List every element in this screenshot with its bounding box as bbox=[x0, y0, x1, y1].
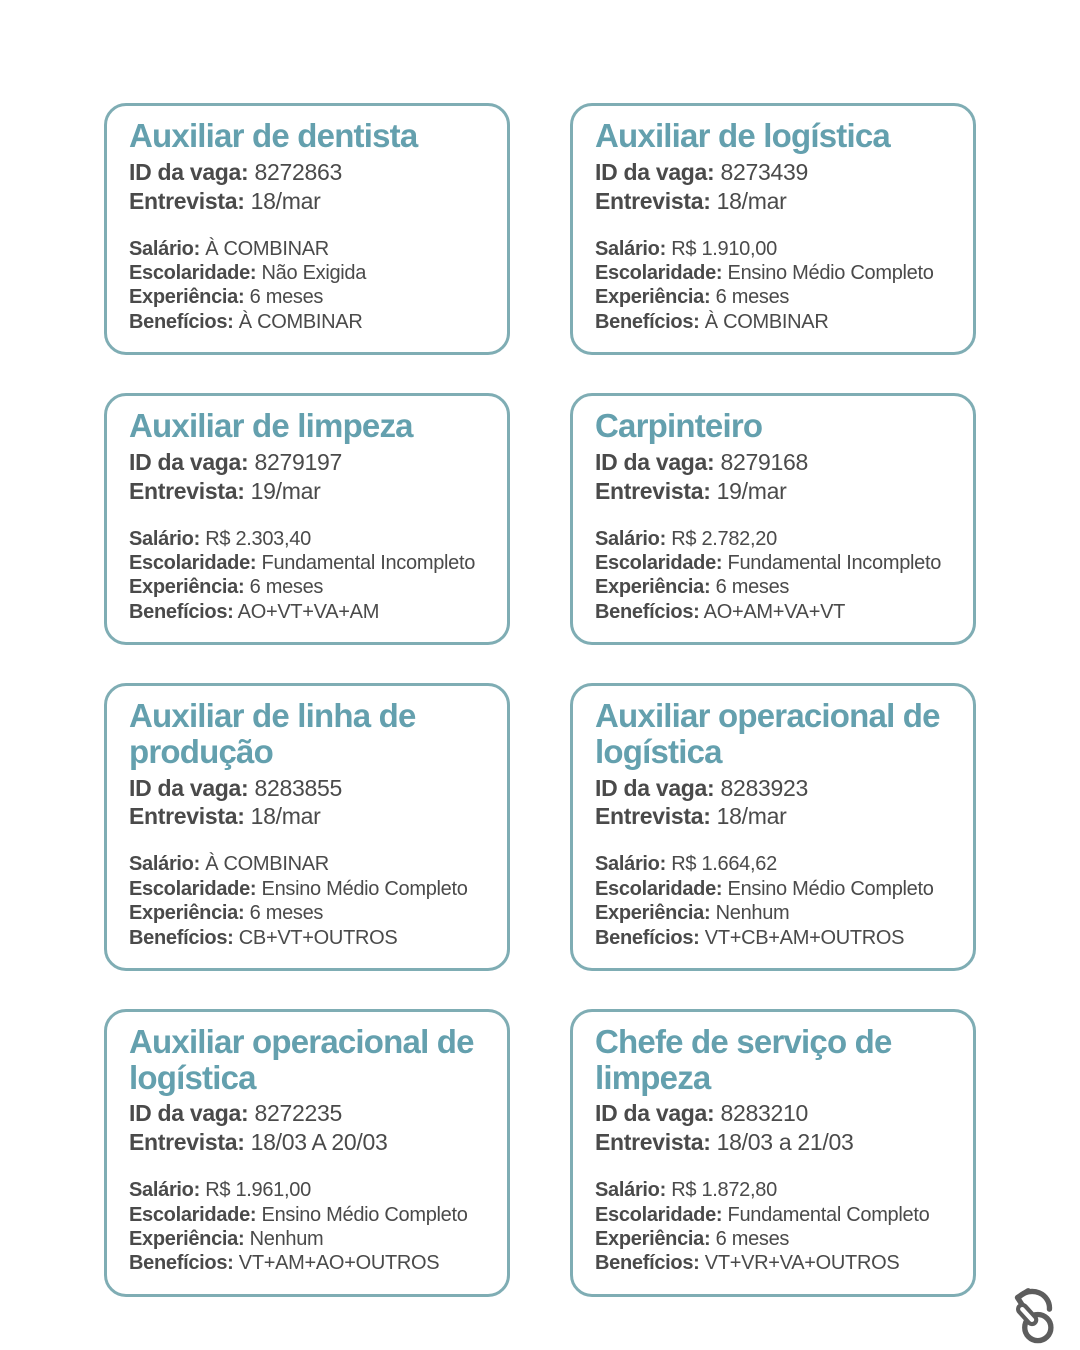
job-id-label: ID da vaga: bbox=[129, 774, 249, 801]
job-title: Auxiliar operacional de logística bbox=[129, 1023, 474, 1096]
job-benefits-line bbox=[595, 926, 953, 950]
swipe-rotate-icon bbox=[1001, 1283, 1063, 1345]
job-interview-line bbox=[595, 477, 953, 506]
job-benefits-label: Benefícios: bbox=[595, 600, 700, 623]
job-id-label: ID da vaga: bbox=[595, 158, 715, 185]
job-id-value: 8272235 bbox=[254, 1100, 342, 1127]
job-id-label: ID da vaga: bbox=[129, 448, 249, 475]
job-salary-value: R$ 1.664,62 bbox=[671, 853, 777, 876]
job-education-value: Ensino Médio Completo bbox=[727, 261, 934, 284]
job-salary-value: R$ 1.961,00 bbox=[205, 1179, 311, 1202]
job-benefits-label: Benefícios: bbox=[595, 1252, 700, 1275]
job-benefits-label: Benefícios: bbox=[595, 926, 700, 949]
job-salary-label: Salário: bbox=[595, 1179, 666, 1202]
job-benefits-line bbox=[595, 600, 953, 624]
spacer bbox=[129, 216, 487, 237]
job-id-value: 8279168 bbox=[720, 448, 808, 475]
job-card bbox=[570, 683, 976, 971]
job-interview-value: 18/mar bbox=[250, 803, 321, 830]
job-education-label: Escolaridade: bbox=[129, 552, 257, 575]
job-salary-label: Salário: bbox=[129, 1179, 200, 1202]
job-experience-label: Experiência: bbox=[129, 902, 245, 925]
job-experience-label: Experiência: bbox=[129, 1227, 245, 1250]
job-education-value: Ensino Médio Completo bbox=[727, 877, 934, 900]
job-id-line bbox=[129, 158, 487, 187]
job-education-label: Escolaridade: bbox=[595, 1203, 723, 1226]
job-card bbox=[104, 103, 510, 355]
job-id-value: 8272863 bbox=[254, 158, 342, 185]
job-card bbox=[570, 1009, 976, 1297]
job-id-line bbox=[595, 1099, 953, 1128]
job-interview-line bbox=[129, 1128, 487, 1157]
job-benefits-label: Benefícios: bbox=[595, 310, 700, 333]
job-salary-label: Salário: bbox=[595, 853, 666, 876]
job-experience-value: 6 meses bbox=[249, 902, 324, 925]
job-education-line bbox=[129, 1203, 487, 1227]
job-id-label: ID da vaga: bbox=[129, 158, 249, 185]
job-interview-label: Entrevista: bbox=[595, 477, 711, 504]
job-salary-label: Salário: bbox=[129, 853, 200, 876]
job-experience-line bbox=[595, 901, 953, 925]
job-title: Carpinteiro bbox=[595, 407, 763, 445]
job-salary-line bbox=[595, 1178, 953, 1202]
job-education-label: Escolaridade: bbox=[129, 1203, 257, 1226]
job-interview-label: Entrevista: bbox=[129, 1129, 245, 1156]
job-education-label: Escolaridade: bbox=[595, 261, 723, 284]
job-education-label: Escolaridade: bbox=[129, 877, 257, 900]
job-education-value: Fundamental Incompleto bbox=[261, 552, 476, 575]
job-benefits-value: VT+CB+AM+OUTROS bbox=[704, 926, 905, 949]
job-salary-value: R$ 2.303,40 bbox=[205, 527, 311, 550]
job-salary-line bbox=[129, 527, 487, 551]
job-benefits-label: Benefícios: bbox=[129, 926, 234, 949]
job-education-value: Ensino Médio Completo bbox=[261, 1203, 468, 1226]
job-interview-value: 19/mar bbox=[716, 477, 787, 504]
job-interview-value: 18/mar bbox=[716, 187, 787, 214]
job-experience-line bbox=[595, 285, 953, 309]
job-experience-value: Nenhum bbox=[249, 1227, 324, 1250]
job-experience-label: Experiência: bbox=[595, 286, 711, 309]
job-education-value: Não Exigida bbox=[261, 261, 367, 284]
job-salary-value: À COMBINAR bbox=[205, 853, 329, 876]
job-benefits-line bbox=[129, 1251, 487, 1275]
job-education-value: Ensino Médio Completo bbox=[261, 877, 468, 900]
job-id-line bbox=[595, 448, 953, 477]
spacer bbox=[595, 1157, 953, 1178]
job-salary-line bbox=[129, 237, 487, 261]
job-card bbox=[104, 393, 510, 645]
job-id-line bbox=[595, 158, 953, 187]
job-experience-line bbox=[129, 575, 487, 599]
job-education-value: Fundamental Completo bbox=[727, 1203, 930, 1226]
job-salary-value: R$ 1.872,80 bbox=[671, 1179, 777, 1202]
spacer bbox=[129, 831, 487, 852]
job-benefits-value: AO+VT+VA+AM bbox=[237, 600, 380, 623]
job-benefits-value: À COMBINAR bbox=[704, 310, 829, 333]
spacer bbox=[129, 1157, 487, 1178]
spacer bbox=[129, 506, 487, 527]
job-id-label: ID da vaga: bbox=[129, 1100, 249, 1127]
job-experience-value: 6 meses bbox=[715, 286, 790, 309]
job-benefits-line bbox=[129, 600, 487, 624]
job-experience-label: Experiência: bbox=[595, 1227, 711, 1250]
job-id-label: ID da vaga: bbox=[595, 1100, 715, 1127]
job-education-label: Escolaridade: bbox=[595, 877, 723, 900]
job-experience-line bbox=[595, 575, 953, 599]
spacer bbox=[595, 216, 953, 237]
job-salary-line bbox=[595, 852, 953, 876]
job-interview-label: Entrevista: bbox=[595, 187, 711, 214]
job-benefits-value: AO+AM+VA+VT bbox=[703, 600, 846, 623]
job-interview-label: Entrevista: bbox=[129, 803, 245, 830]
job-education-line bbox=[595, 551, 953, 575]
job-interview-line bbox=[595, 802, 953, 831]
job-interview-label: Entrevista: bbox=[129, 477, 245, 504]
job-benefits-label: Benefícios: bbox=[129, 1252, 234, 1275]
job-interview-value: 18/mar bbox=[250, 187, 321, 214]
job-interview-line bbox=[129, 187, 487, 216]
job-id-line bbox=[129, 774, 487, 803]
job-card bbox=[570, 103, 976, 355]
job-experience-value: 6 meses bbox=[249, 286, 324, 309]
job-experience-line bbox=[129, 1227, 487, 1251]
job-interview-label: Entrevista: bbox=[595, 1129, 711, 1156]
job-experience-value: 6 meses bbox=[715, 576, 790, 599]
job-salary-value: À COMBINAR bbox=[205, 237, 329, 260]
job-benefits-label: Benefícios: bbox=[129, 310, 234, 333]
job-benefits-line bbox=[595, 310, 953, 334]
job-experience-line bbox=[129, 901, 487, 925]
job-education-line bbox=[595, 261, 953, 285]
job-card bbox=[570, 393, 976, 645]
job-interview-line bbox=[595, 1128, 953, 1157]
job-education-label: Escolaridade: bbox=[129, 261, 257, 284]
job-benefits-value: VT+VR+VA+OUTROS bbox=[704, 1252, 900, 1275]
job-salary-label: Salário: bbox=[595, 527, 666, 550]
job-salary-line bbox=[595, 237, 953, 261]
job-id-line bbox=[129, 448, 487, 477]
job-interview-line bbox=[595, 187, 953, 216]
job-benefits-value: À COMBINAR bbox=[238, 310, 363, 333]
job-experience-value: Nenhum bbox=[715, 902, 790, 925]
job-id-value: 8283923 bbox=[720, 774, 808, 801]
job-education-line bbox=[595, 877, 953, 901]
job-id-value: 8283210 bbox=[720, 1100, 808, 1127]
job-education-value: Fundamental Incompleto bbox=[727, 552, 942, 575]
job-id-value: 8283855 bbox=[254, 774, 342, 801]
job-interview-line bbox=[129, 802, 487, 831]
job-title: Auxiliar de logística bbox=[595, 117, 890, 154]
job-salary-line bbox=[129, 852, 487, 876]
job-benefits-line bbox=[129, 310, 487, 334]
job-benefits-label: Benefícios: bbox=[129, 600, 234, 623]
job-title: Auxiliar operacional de logística bbox=[595, 697, 940, 770]
job-interview-label: Entrevista: bbox=[595, 803, 711, 830]
job-experience-label: Experiência: bbox=[129, 576, 245, 599]
job-title: Auxiliar de dentista bbox=[129, 117, 418, 154]
job-interview-value: 19/mar bbox=[250, 477, 321, 504]
job-experience-line bbox=[129, 285, 487, 309]
job-experience-label: Experiência: bbox=[595, 576, 711, 599]
job-experience-value: 6 meses bbox=[249, 576, 324, 599]
job-interview-line bbox=[129, 477, 487, 506]
job-card bbox=[104, 683, 510, 971]
job-id-line bbox=[129, 1099, 487, 1128]
spacer bbox=[595, 831, 953, 852]
job-education-line bbox=[129, 877, 487, 901]
job-education-line bbox=[595, 1203, 953, 1227]
job-salary-label: Salário: bbox=[595, 237, 666, 260]
job-education-line bbox=[129, 551, 487, 575]
job-id-label: ID da vaga: bbox=[595, 774, 715, 801]
job-interview-value: 18/03 a 21/03 bbox=[716, 1129, 854, 1156]
job-interview-value: 18/03 A 20/03 bbox=[250, 1129, 388, 1156]
job-salary-value: R$ 1.910,00 bbox=[671, 237, 777, 260]
job-card bbox=[104, 1009, 510, 1297]
job-experience-label: Experiência: bbox=[129, 286, 245, 309]
job-interview-label: Entrevista: bbox=[129, 187, 245, 214]
job-title: Auxiliar de limpeza bbox=[129, 407, 413, 445]
job-experience-line bbox=[595, 1227, 953, 1251]
job-id-label: ID da vaga: bbox=[595, 448, 715, 475]
job-salary-label: Salário: bbox=[129, 527, 200, 550]
job-salary-value: R$ 2.782,20 bbox=[671, 527, 777, 550]
job-experience-label: Experiência: bbox=[595, 902, 711, 925]
job-id-value: 8279197 bbox=[254, 448, 342, 475]
job-id-line bbox=[595, 774, 953, 803]
job-title: Chefe de serviço de limpeza bbox=[595, 1023, 892, 1096]
job-salary-line bbox=[129, 1178, 487, 1202]
job-education-line bbox=[129, 261, 487, 285]
job-experience-value: 6 meses bbox=[715, 1227, 790, 1250]
job-education-label: Escolaridade: bbox=[595, 552, 723, 575]
job-salary-label: Salário: bbox=[129, 237, 200, 260]
job-benefits-line bbox=[129, 926, 487, 950]
job-interview-value: 18/mar bbox=[716, 803, 787, 830]
spacer bbox=[595, 506, 953, 527]
job-id-value: 8273439 bbox=[720, 158, 808, 185]
job-title: Auxiliar de linha de produção bbox=[129, 697, 416, 770]
job-benefits-line bbox=[595, 1251, 953, 1275]
job-salary-line bbox=[595, 527, 953, 551]
job-cards-grid bbox=[104, 103, 976, 1297]
job-benefits-value: VT+AM+AO+OUTROS bbox=[238, 1252, 440, 1275]
job-benefits-value: CB+VT+OUTROS bbox=[238, 926, 398, 949]
